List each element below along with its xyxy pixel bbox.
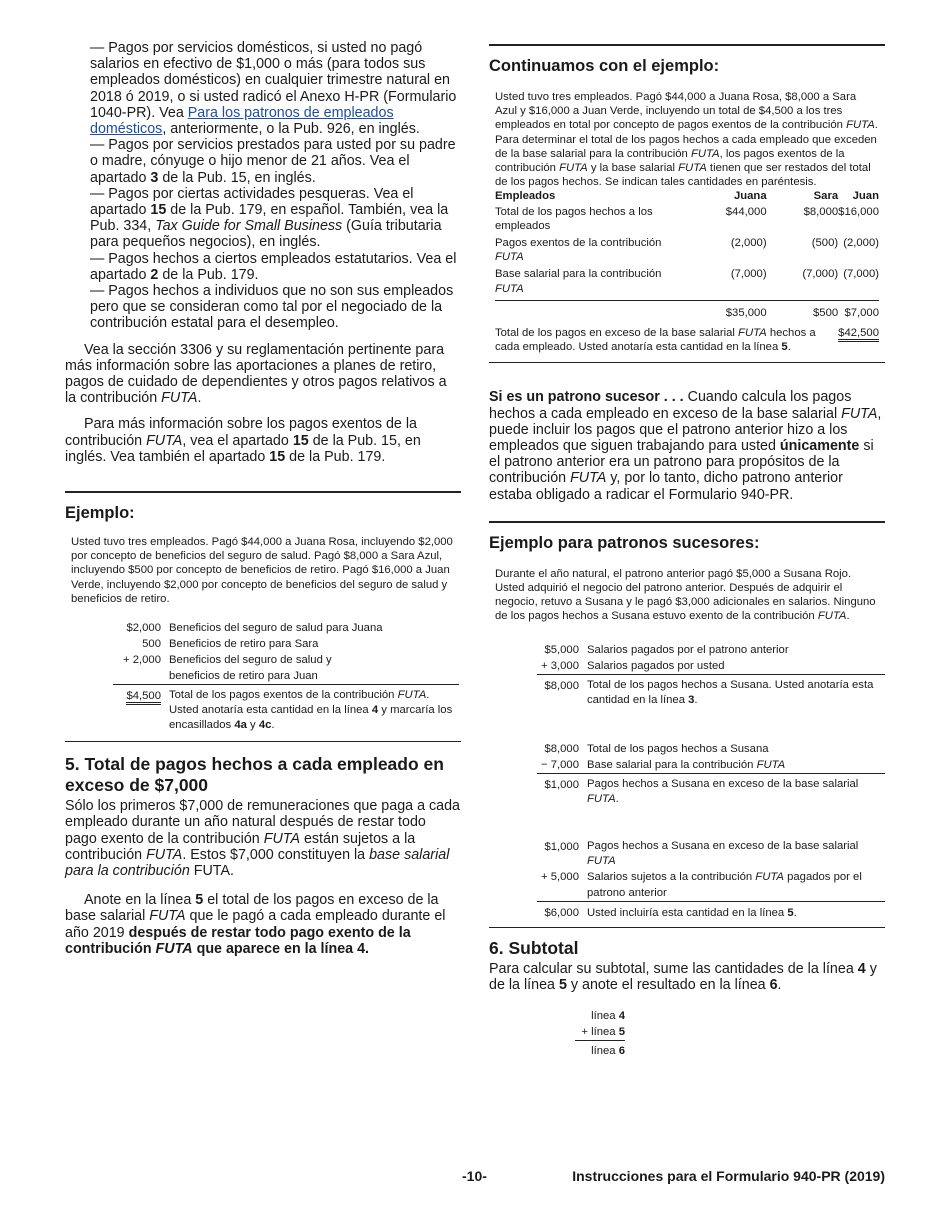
section-5-paragraph-2: Anote en la línea 5 el total de los pagos en exceso de la base salarial FUTA que le pagó a cada empleado durante el año 2019 después de restar todo pago exento de la contribución FUTA que aparece en la línea 4. bbox=[65, 892, 446, 957]
successor-example-title: Ejemplo para patronos sucesores: bbox=[489, 533, 760, 552]
list-item: — Pagos hechos a individuos que no son sus empleados pero que se consideran como tal por el negociado de la contribución estatal para el desempleo. bbox=[90, 283, 454, 332]
table-row: $5,000 Salarios pagados por el patrono anterior bbox=[544, 643, 789, 656]
successor-example-text: Durante el año natural, el patrono anterior pagó $5,000 a Susana Rojo. Usted adquirió el negocio del patrono anterior. Después de adquirir el negocio, retuvo a Susana y le pagó $3,000 adicionales en salarios. Ninguno de los pagos hechos a Susana estuvo exento de la contribución FUTA. bbox=[495, 567, 876, 623]
document-title: Instrucciones para el Formulario 940-PR (2019) bbox=[572, 1168, 885, 1184]
example-title: Ejemplo: bbox=[65, 504, 135, 523]
table-row-total: $4,500 Total de los pagos exentos de la contribución FUTA. Usted anotaría esta cantidad en la línea 4 y marcaría los encasillados 4a y 4c. bbox=[126, 689, 453, 732]
section-6-paragraph: Para calcular su subtotal, sume las cantidades de la línea 4 y de la línea 5 y anote el resultado en la línea 6. bbox=[489, 961, 877, 994]
example-calc-table bbox=[113, 620, 459, 733]
table-row: línea 4 bbox=[591, 1009, 625, 1022]
table-row: beneficios de retiro para Juan bbox=[113, 668, 459, 685]
successor-calc-table-1 bbox=[537, 642, 885, 708]
household-employers-link[interactable]: Para los patronos de empleados domésticos bbox=[90, 104, 394, 138]
section-6-title: 6. Subtotal bbox=[489, 937, 579, 958]
successor-example-box bbox=[489, 521, 885, 928]
right-column bbox=[489, 40, 885, 1059]
table-row: Base salarial para la contribución FUTA (7,000) (7,000) (7,000) bbox=[495, 266, 879, 300]
page-number: -10- bbox=[462, 1168, 487, 1184]
successor-calc-table-2 bbox=[537, 741, 885, 807]
continued-example-text: Usted tuvo tres empleados. Pagó $44,000 a Juana Rosa, $8,000 a Sara Azul y $16,000 a Juan Verde, incluyendo un total de $4,500 a los tres empleados en total por concepto de pagos exentos de la contribución FUTA. Para determinar el total de los pagos hechos a cada empleado que exceden de la base salarial para la contribución FUTA, los pagos exentos de la contribución FUTA y la base salarial FUTA tienen que ser restados del total de los pagos hechos. Se indican tales cantidades en paréntesis. bbox=[495, 91, 878, 189]
table-row: + 2,000 Beneficios del seguro de salud y bbox=[122, 654, 332, 667]
table-row: Total de los pagos hechos a los empleados $44,000 $8,000 $16,000 bbox=[495, 205, 879, 232]
table-row-total: Total de los pagos en exceso de la base salarial FUTA hechos a cada empleado. Usted anotaría esta cantidad en la línea 5. $42,500 bbox=[495, 327, 879, 354]
paragraph-retirement: Vea la sección 3306 y su reglamentación pertinente para más información sobre las aportaciones a planes de retiro, pagos de cuidado de dependientes y otros pagos relativos a la contribución FUTA. bbox=[65, 341, 447, 407]
table-row: 500 Beneficios de retiro para Sara bbox=[142, 638, 319, 651]
section-5-paragraph-1: Sólo los primeros $7,000 de remuneraciones que paga a cada empleado durante un año natural después de restar todo pago exento de la contribución FUTA están sujetos a la contribución FUTA. Estos $7,000 constituyen la base salarial para la contribución FUTA. bbox=[65, 798, 461, 879]
table-row: − 7,000 Base salarial para la contribución FUTA bbox=[537, 757, 885, 774]
table-row: + línea 5 bbox=[575, 1024, 625, 1041]
successor-calc-table-3 bbox=[537, 839, 885, 921]
subtotal-formula bbox=[575, 1008, 625, 1059]
paragraph-more-info: Para más información sobre los pagos exentos de la contribución FUTA, vea el apartado 15 de la Pub. 15, en inglés. Vea también el apartado 15 de la Pub. 179. bbox=[65, 416, 421, 465]
table-row: $1,000 Pagos hechos a Susana en exceso de la base salarial FUTA bbox=[544, 839, 859, 867]
table-row: + 5,000 Salarios sujetos a la contribución FUTA pagados por el patrono anterior bbox=[537, 869, 885, 902]
table-row: Pagos exentos de la contribución FUTA (2,000) (500) (2,000) bbox=[495, 237, 879, 264]
table-row-total: $6,000 Usted incluiría esta cantidad en la línea 5. bbox=[544, 906, 797, 919]
list-item: — Pagos por servicios prestados para usted por su padre o madre, cónyuge o hijo menor de 21 años. Vea el apartado 3 de la Pub. 15, en inglés. bbox=[90, 137, 456, 186]
list-item: — Pagos por servicios domésticos, si usted no pagó salarios en efectivo de $1,000 o más (para todos sus empleados domésticos) en cualquier trimestre natural en 2018 ó 2019, o si usted radicó el Anexo H-PR (Formulario 1040-PR). Vea Para los patronos de empleados domésticos, anteriormente, o la Pub. 926, en inglés. bbox=[90, 40, 457, 138]
table-row-subtotal: $35,000 $500 $7,000 bbox=[725, 306, 879, 319]
table-row: $2,000 Beneficios del seguro de salud para Juana bbox=[126, 622, 383, 635]
table-row-total: línea 6 bbox=[591, 1044, 625, 1057]
table-row: $8,000 Total de los pagos hechos a Susana bbox=[544, 742, 769, 755]
example-text: Usted tuvo tres empleados. Pagó $44,000 a Juana Rosa, incluyendo $2,000 por concepto de beneficios del seguro de salud. Pagó $8,000 a Sara Azul, incluyendo $500 por concepto de beneficios de retiro. Pagó $16,000 a Juan Verde, incluyendo $2,000 por concepto de beneficios del seguro de salud y beneficios de retiro. bbox=[71, 536, 453, 605]
employees-table bbox=[495, 189, 879, 362]
list-item: — Pagos por ciertas actividades pesqueras. Vea el apartado 15 de la Pub. 179, en español. También, vea la Pub. 334, Tax Guide for Small Business (Guía tributaria para pequeños negocios), en inglés. bbox=[90, 185, 449, 251]
continued-example-title: Continuamos con el ejemplo: bbox=[489, 57, 720, 75]
section-5-title: 5. Total de pagos hechos a cada empleado en exceso de $7,000 bbox=[65, 754, 444, 795]
table-row: + 3,000 Salarios pagados por usted bbox=[537, 658, 885, 675]
table-row-total: $8,000 Total de los pagos hechos a Susana. Usted anotaría esta cantidad en la línea 3. bbox=[544, 678, 874, 706]
successor-paragraph: Si es un patrono sucesor . . . Cuando calcula los pagos hechos a cada empleado en exceso de la base salarial FUTA, puede incluir los pagos que el patrono anterior hizo a los empleados que siguen trabajando para usted únicamente si el patrono anterior era un patrono para propósitos de la contribución FUTA y, por lo tanto, dicho patrono anterior estaba obligado a radicar el Formulario 940-PR. bbox=[489, 389, 882, 503]
continued-example-box bbox=[489, 44, 885, 363]
exempt-payments-list bbox=[65, 40, 461, 332]
table-row-total: $1,000 Pagos hechos a Susana en exceso de la base salarial FUTA. bbox=[544, 777, 859, 805]
left-column bbox=[65, 40, 461, 957]
example-box bbox=[65, 491, 461, 742]
table-header: Empleados Juana Sara Juan bbox=[495, 190, 879, 203]
list-item: — Pagos hechos a ciertos empleados estatutarios. Vea el apartado 2 de la Pub. 179. bbox=[90, 250, 457, 283]
